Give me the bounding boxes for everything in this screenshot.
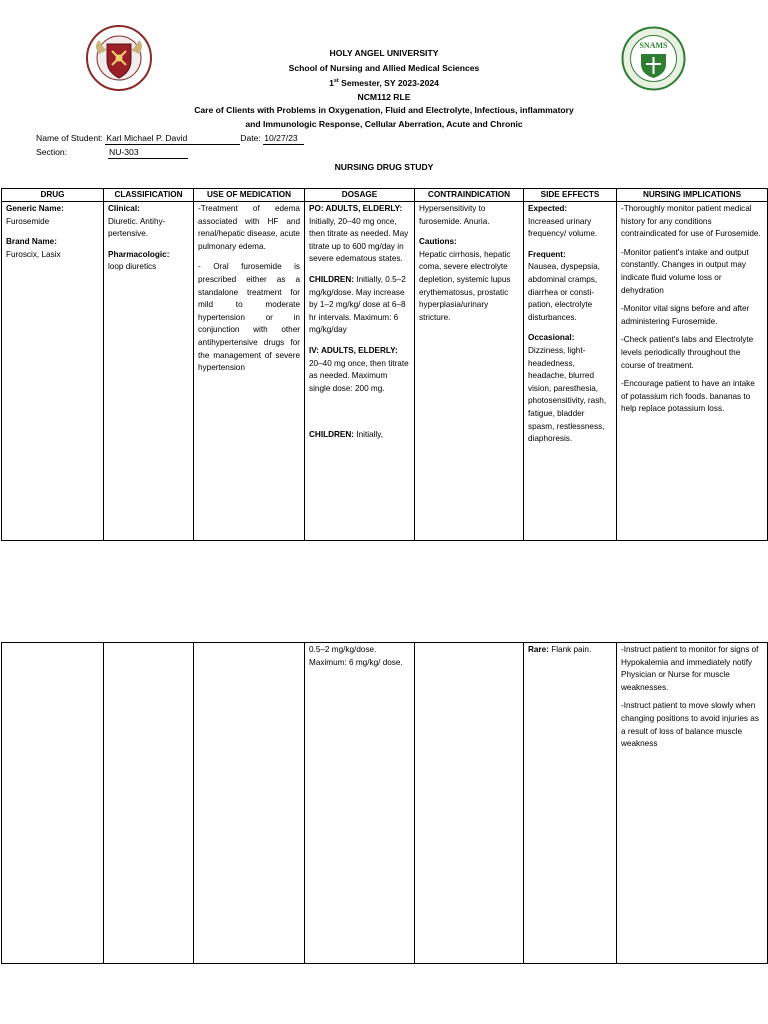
use-paragraph-2: - Oral furosemide is prescribed either as a standalone treatment for mild to moderate hypertension or in conjunction with other antihypertensive drugs for the management of severe hypertension <box>198 262 300 373</box>
column-header-nursing: NURSING IMPLICATIONS <box>617 189 768 202</box>
use-cell-empty <box>194 643 305 964</box>
course-code: NCM112 RLE <box>357 92 411 102</box>
brand-name-value: Furoscix, Lasix <box>6 249 61 259</box>
nursing-implication: -Check patient's labs and Electrolyte levels periodically throughout the course of treatment. <box>621 335 754 370</box>
column-header-side-effects: SIDE EFFECTS <box>524 189 617 202</box>
contraindication-text: Hypersensitivity to furosemide. Anuria. <box>419 204 490 226</box>
table-row <box>2 643 768 964</box>
contraindication-cell <box>415 202 524 541</box>
student-name-value: Karl Michael P. David <box>105 134 240 145</box>
section-row <box>36 148 188 159</box>
cautions-text: Hepatic cirrhosis, hepatic coma, severe electrolyte depletion, systemic lupus erythematosus, prostatic hyperplasia/urinary stricture. <box>419 249 511 322</box>
dosage-po: PO: ADULTS, ELDERLY: Initially, 20–40 mg once, then titrate as needed. May titrate up to 600 mg/day in severe edematous states. <box>309 204 409 264</box>
column-header-drug: DRUG <box>2 189 104 202</box>
expected-text: Increased urinary frequency/ volume. <box>528 216 598 239</box>
nursing-implication: -Instruct patient to move slowly when changing positions to avoid injuries as a result of loss of balance muscle weakness <box>621 701 759 749</box>
nursing-cell-continued <box>617 643 768 964</box>
school-name: School of Nursing and Allied Medical Sciences <box>288 63 480 73</box>
occasional-text: Dizziness, light-headedness, headache, blurred vision, paresthesia, photosensitivity, rash, fatigue, bladder spasm, restlessness, diaphoresis. <box>528 345 607 444</box>
use-paragraph-1: -Treatment of edema associated with HF and renal/hepatic disease, acute pulmonary edema. <box>198 204 300 251</box>
subject-line-1: Care of Clients with Problems in Oxygenation, Fluid and Electrolyte, Infectious, inflammatory <box>194 105 574 115</box>
nursing-implication: -Instruct patient to monitor for signs of Hypokalemia and immediately notify Physician or Nurse for muscle weaknesses. <box>621 645 759 692</box>
brand-name-label: Brand Name: <box>6 237 57 247</box>
student-name-label: Name of Student: <box>36 133 106 143</box>
generic-name-label: Generic Name: <box>6 204 64 213</box>
column-header-use: USE OF MEDICATION <box>194 189 305 202</box>
nursing-cell <box>617 202 768 541</box>
table-row <box>2 202 768 541</box>
column-header-classification: CLASSIFICATION <box>104 189 194 202</box>
dosage-children-iv-continued: 0.5–2 mg/kg/dose. Maximum: 6 mg/kg/ dose. <box>309 645 403 667</box>
section-label: Section: <box>36 147 68 157</box>
pharmacologic-value: loop diuretics <box>108 262 157 272</box>
dosage-cell <box>305 202 415 541</box>
university-name: HOLY ANGEL UNIVERSITY <box>329 48 439 58</box>
side-effects-cell <box>524 202 617 541</box>
document-title: NURSING DRUG STUDY <box>334 162 434 172</box>
column-header-dosage: DOSAGE <box>305 189 415 202</box>
clinical-value: Diuretic. Antihy-pertensive. <box>108 216 166 239</box>
classification-cell-empty <box>104 643 194 964</box>
dosage-children: CHILDREN: Initially, 0.5–2 mg/kg/dose. May increase by 1–2 mg/kg/ dose at 6–8 hr intervals. Maximum: 6 mg/kg/day <box>309 274 406 335</box>
subject-line-2: and Immunologic Response, Cellular Aberration, Acute and Chronic <box>245 119 523 129</box>
side-effects-cell-continued <box>524 643 617 964</box>
use-cell <box>194 202 305 541</box>
column-header-contraindication: CONTRAINDICATION <box>415 189 524 202</box>
dosage-children-iv: CHILDREN: Initially, <box>309 430 383 440</box>
dosage-cell-continued <box>305 643 415 964</box>
dosage-iv: IV: ADULTS, ELDERLY: 20–40 mg once, then titrate as needed. Maximum single dose: 200 mg. <box>309 345 409 393</box>
nursing-implication: -Encourage patient to have an intake of potassium rich foods. bananas to help replace potassium loss. <box>621 379 755 414</box>
drug-study-table <box>1 188 768 541</box>
table-header-row <box>2 189 768 202</box>
nursing-implication: -Monitor patient's intake and output constantly. Changes in output may indicate fluid volume loss or dehydration <box>621 247 749 295</box>
nursing-implication: -Thoroughly monitor patient medical history for any conditions contraindicated for use of Furosemide. <box>621 204 761 239</box>
rare-side-effects: Rare: Flank pain. <box>528 645 592 654</box>
frequent-label: Frequent: <box>528 249 566 259</box>
section-value: NU-303 <box>108 148 188 159</box>
contraindication-cell-empty <box>415 643 524 964</box>
nursing-implication: -Monitor vital signs before and after administering Furosemide. <box>621 304 750 326</box>
pharmacologic-label: Pharmacologic: <box>108 249 170 259</box>
drug-study-table-continued <box>1 642 768 964</box>
drug-cell <box>2 202 104 541</box>
occasional-label: Occasional: <box>528 333 575 343</box>
cautions-label: Cautions: <box>419 237 457 247</box>
expected-label: Expected: <box>528 204 568 213</box>
generic-name-value: Furosemide <box>6 216 50 226</box>
clinical-label: Clinical: <box>108 204 140 213</box>
student-name-row <box>36 134 304 145</box>
drug-cell-empty <box>2 643 104 964</box>
semester-line: 1st Semester, SY 2023-2024 <box>329 78 439 88</box>
date-value: 10/27/23 <box>263 134 304 145</box>
date-label: Date: <box>240 133 264 143</box>
classification-cell <box>104 202 194 541</box>
snams-logo-text: SNAMS <box>639 41 668 50</box>
frequent-text: Nausea, dyspepsia, abdominal cramps, diarrhea or consti- pation, electrolyte disturbances. <box>528 262 600 322</box>
